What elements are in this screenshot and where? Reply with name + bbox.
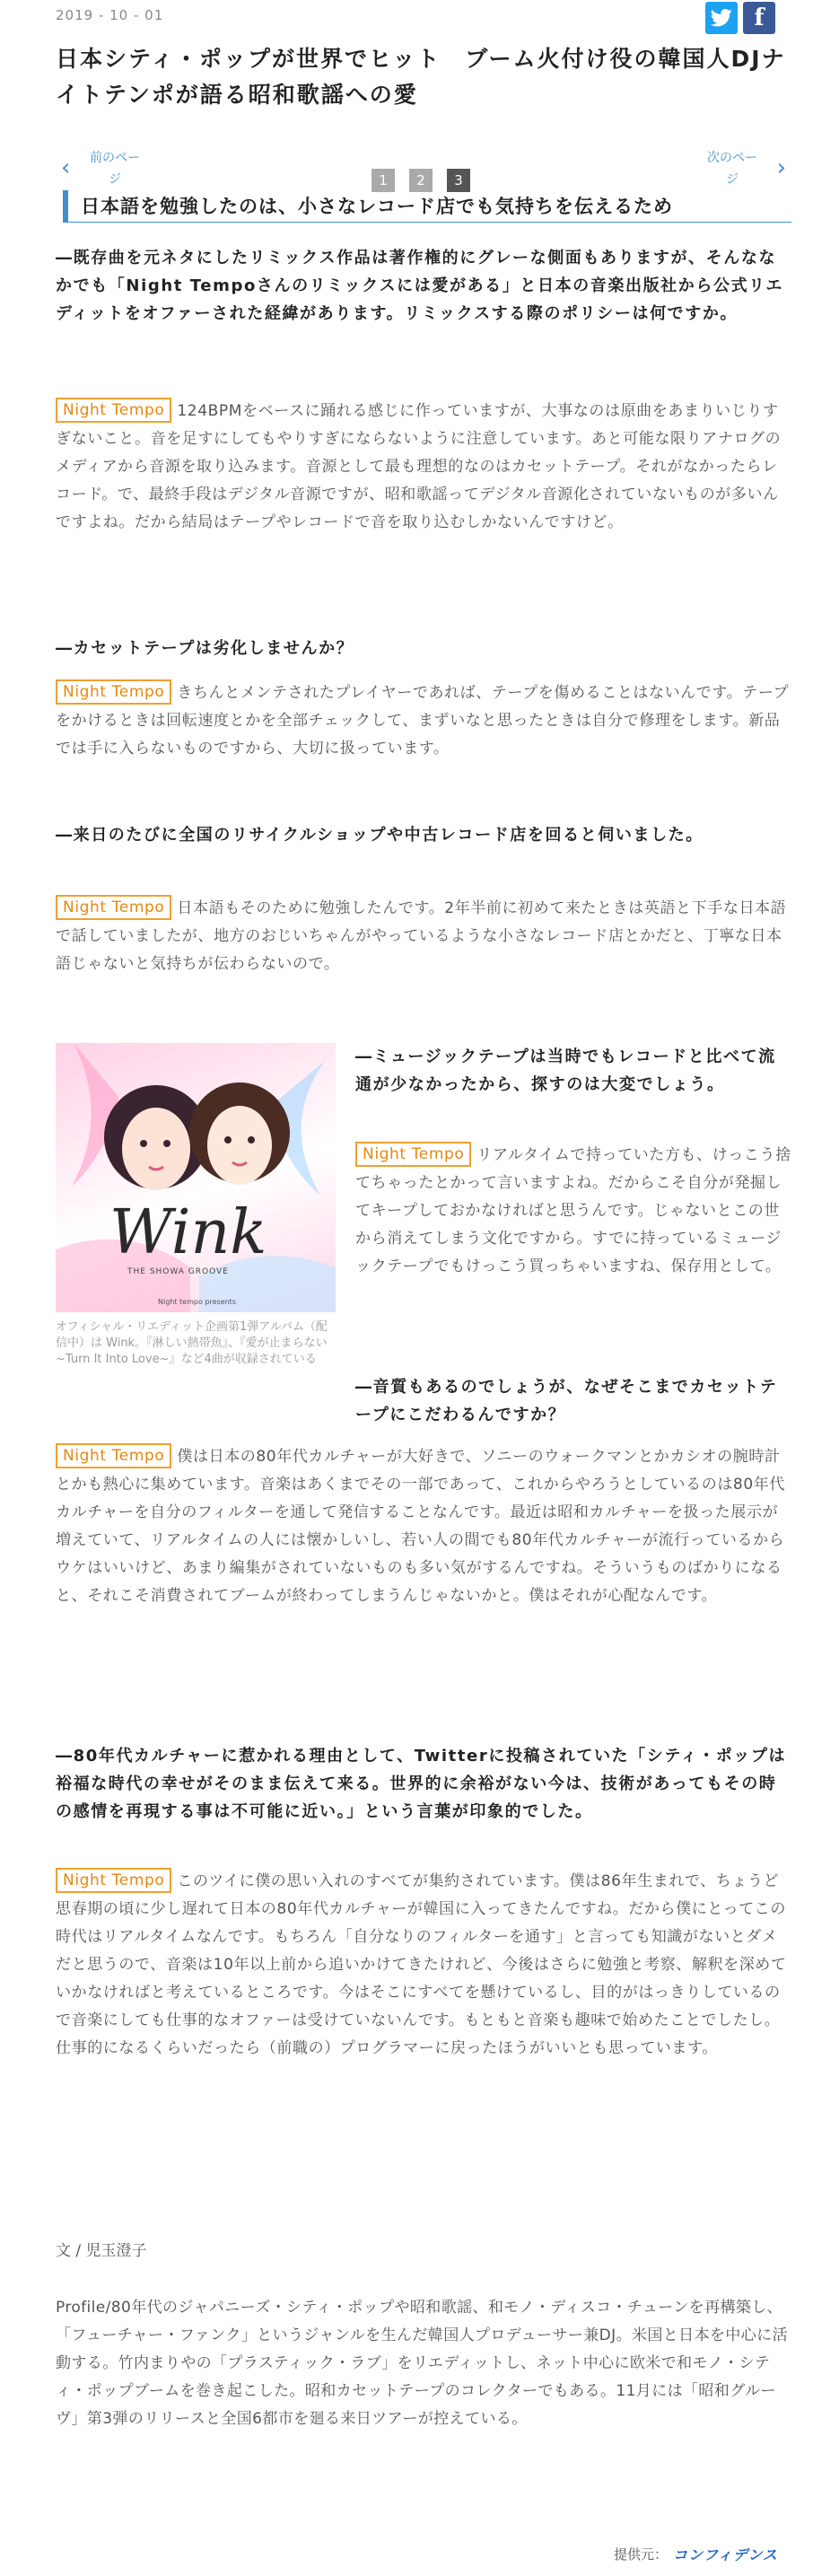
page-3-current[interactable]: 3: [447, 169, 470, 192]
article-header: [0, 0, 813, 39]
page-2-link[interactable]: 2: [409, 169, 433, 192]
author-credit: 文 / 児玉澄子: [56, 2242, 147, 2260]
twitter-icon: [711, 9, 732, 27]
answer-text: 124BPMをベースに踊れる感じに作っていますが、大事なのは原曲をあまりいじりすぎないこと。音を足すにしてもやりすぎにならないように注意しています。あと可能な限りアナログのメディアから音源を取り込みます。音源として最も理想的なのはカセットテープ。それがなかったらレコード。で、最終手段はデジタル音源ですが、昭和歌謡ってデジタル音源化されていないものが多いんですよね。だから結局はテープやレコードで音を取り込むしかないんですけど。: [56, 402, 782, 531]
chevron-right-icon: ›: [776, 154, 786, 181]
answer-text: 日本語もそのために勉強したんです。2年半前に初めて来たときは英語と下手な日本語で話していましたが、地方のおじいちゃんがやっているような小さなレコード店とかだと、丁寧な日本語じゃないと気持ちが伝わらないので。: [56, 899, 787, 973]
interview-question: ―80年代カルチャーに惹かれる理由として、Twitterに投稿されていた「シティ・ポップは裕福な時代の幸せがそのまま伝えて来る。世界的に余裕がない今は、技術があってもその時の感情を再現する事は不可能に近い。」という言葉が印象的でした。: [56, 1747, 787, 1821]
next-page-label: 次のページ: [707, 151, 757, 187]
page-numbers: [372, 169, 470, 192]
twitter-share-button[interactable]: [705, 2, 738, 34]
publish-date: 2019 - 10 - 01: [56, 7, 164, 23]
album-subtitle: THE SHOWA GROOVE: [127, 1267, 229, 1276]
prev-page-label: 前のページ: [90, 151, 140, 187]
page-1-link[interactable]: 1: [372, 169, 395, 192]
answer-text: リアルタイムで持っていた方も、けっこう捨てちゃったとかって言いますよね。だからこそ自分が発掘してキープしておかなければと思うんです。じゃないとこの世から消えてしまう文化ですから。すでに持っているミュージックテープでもけっこう買っちゃいますね、保存用として。: [355, 1146, 791, 1275]
figure-caption: オフィシャル・リエディット企画第1弾アルバム（配信中）は Wink。『淋しい熱帯魚』、『愛が止まらない ~Turn It Into Love~』など4曲が収録されている: [56, 1320, 328, 1366]
answer-text: 僕は日本の80年代カルチャーが大好きで、ソニーのウォークマンとかカシオの腕時計とかも熱心に集めています。音楽はあくまでその一部であって、これからやろうとしているのは80年代カルチャーを自分のフィルターを通して発信することなんです。最近は昭和カルチャーを扱った展示が増えていて、リアルタイムの人には懐かしいし、若い人の間でも80年代カルチャーが流行っているからウケはいいけど、あまり編集がされていないものも多い気がするんですね。そういうものばかりになると、それこそ消費されてブームが終わってしまうんじゃないかと。僕はそれが心配なんです。: [56, 1448, 785, 1605]
article-title: 日本シティ・ポップが世界でヒット ブーム火付け役の韓国人DJナイトテンポが語る昭和歌謡への愛: [56, 46, 786, 108]
answer-text: このツイに僕の思い入れのすべてが集約されています。僕は86年生まれで、ちょうど思春期の頃に少し遅れて日本の80年代カルチャーが韓国に入ってきたんですね。だから僕にとってこの時代はリアルタイムなんです。もちろん「自分なりのフィルターを通す」と言っても知識がないとダメだと思うので、音楽は10年以上前から追いかけてきたけれど、今後はさらに勉強と考察、解釈を深めていかなければと考えているところです。今はそこにすべてを懸けているし、目的がはっきりしているので音楽にしても仕事的なオファーは受けていないんです。もともと音楽も趣味で始めたことでしたし。仕事的になるくらいだったら（前職の）プログラマーに戻ったほうがいいとも思っています。: [56, 1872, 787, 2057]
interview-question: ―来日のたびに全国のリサイクルショップや中古レコード店を回ると伺いました。: [56, 826, 704, 845]
interview-answer: [56, 895, 791, 978]
album-title: Wink: [109, 1197, 267, 1268]
interview-question: ―既存曲を元ネタにしたリミックス作品は著作権的にグレーな側面もありますが、そんななかでも「Night Tempoさんのリミックスには愛がある」と日本の音楽出版社から公式リエディットをオファーされた経緯があります。リミックスする際のポリシーは何ですか。: [56, 249, 784, 323]
interview-question: ―ミュージックテープは当時でもレコードと比べて流通が少なかったから、探すのは大変でしょう。: [355, 1047, 776, 1094]
answer-text: きちんとメンテされたプレイヤーであれば、テープを傷めることはないんです。テープをかけるときは回転速度とかを全部チェックして、まずいなと思ったときは自分で修理をします。新品では手に入らないものですから、大切に扱っています。: [56, 684, 790, 758]
interview-answer: [56, 398, 791, 537]
speaker-badge: Night Tempo: [56, 1443, 171, 1468]
section-heading: 日本語を勉強したのは、小さなレコード店でも気持ちを伝えるため: [63, 190, 791, 223]
speaker-badge: Night Tempo: [56, 1868, 171, 1893]
provider-label: 提供元：: [614, 2545, 669, 2563]
interview-answer: [355, 1142, 791, 1281]
interview-answer: [56, 1443, 791, 1610]
speaker-badge: Night Tempo: [56, 895, 171, 920]
artist-profile: Profile/80年代のジャパニーズ・シティ・ポップや昭和歌謡、和モノ・ディスコ・チューンを再構築し、「フューチャー・ファンク」というジャンルを生んだ韓国人プロデューサー兼DJ。米国と日本を中心に活動する。竹内まりやの「プラスティック・ラブ」をリエディットし、ネット中心に欧米で和モノ・シティ・ポップブームを巻き起こした。昭和カセットテープのコレクターでもある。11月には「昭和グルーヴ」第3弾のリリースと全国6都市を廻る来日ツアーが控えている。: [56, 2299, 788, 2428]
interview-answer: [56, 1868, 791, 2063]
interview-question: ―カセットテープは劣化しませんか？: [56, 639, 354, 658]
facebook-share-button[interactable]: [743, 2, 775, 34]
content-provider: [614, 2543, 778, 2564]
speaker-badge: Night Tempo: [355, 1142, 471, 1167]
album-presenter: Night tempo presents: [158, 1298, 236, 1306]
interview-question: ―音質もあるのでしょうが、なぜそこまでカセットテープにこだわるんですか？: [355, 1378, 778, 1424]
provider-logo[interactable]: コンフィデンス: [673, 2545, 778, 2563]
speaker-badge: Night Tempo: [56, 398, 171, 423]
interview-answer: [56, 679, 791, 763]
speaker-badge: Night Tempo: [56, 679, 171, 705]
facebook-icon: f: [754, 4, 765, 31]
album-cover-image: [56, 1043, 336, 1312]
album-figure: [56, 1043, 336, 1368]
chevron-left-icon: ‹: [61, 154, 71, 181]
